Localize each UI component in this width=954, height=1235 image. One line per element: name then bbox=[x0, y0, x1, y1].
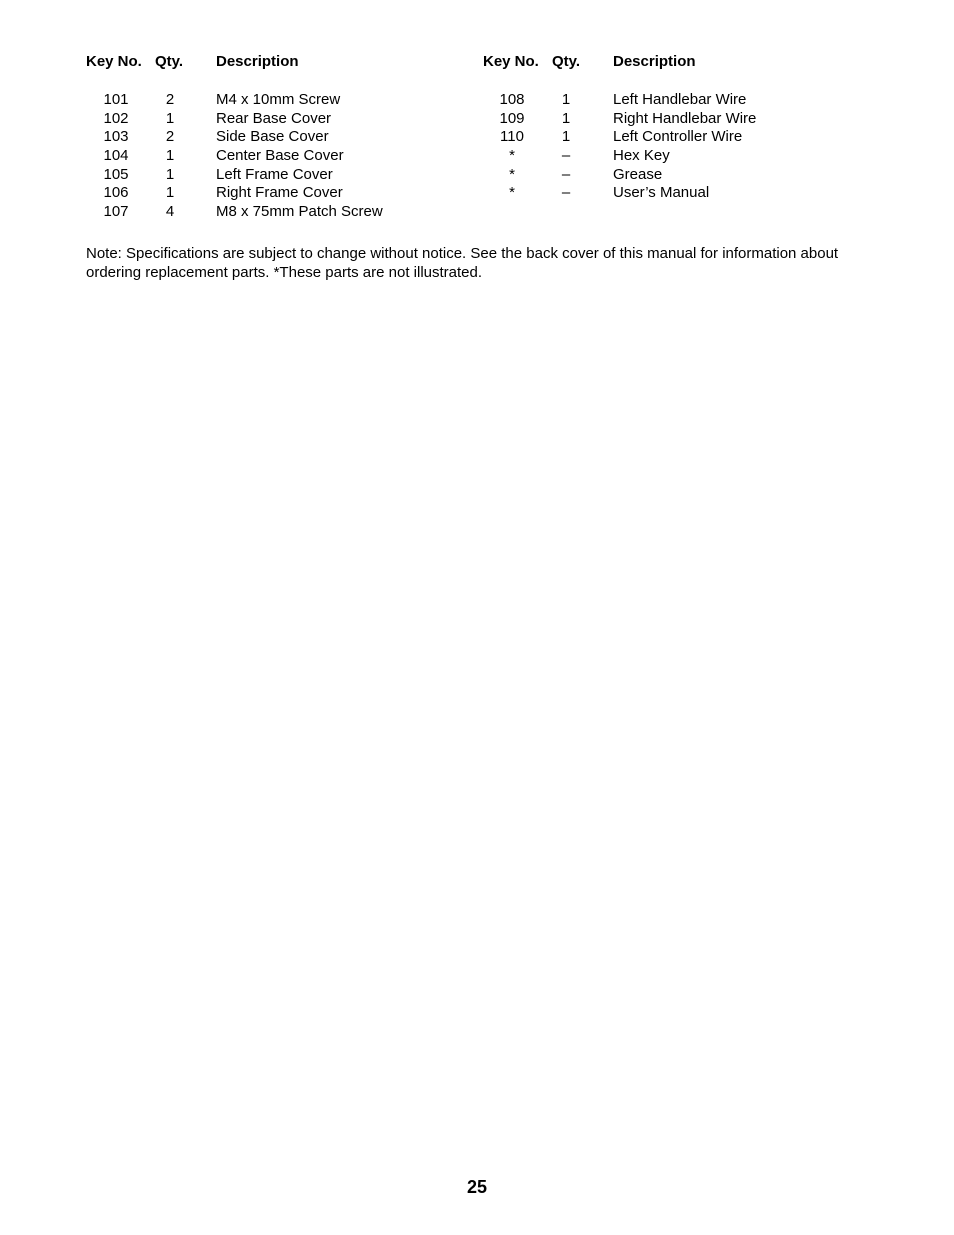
key-no-cell: 108 bbox=[499, 91, 525, 108]
key-no-cell: * bbox=[509, 184, 515, 201]
qty-cell: 1 bbox=[165, 184, 175, 201]
description-cell: Rear Base Cover bbox=[216, 110, 332, 127]
description-cell: Left Controller Wire bbox=[613, 128, 743, 145]
header-key-no: Key No. bbox=[483, 53, 539, 70]
key-no-cell: 105 bbox=[103, 166, 129, 183]
page-number: 25 bbox=[466, 1177, 488, 1197]
header-qty: Qty. bbox=[155, 53, 184, 70]
description-cell: M8 x 75mm Patch Screw bbox=[216, 203, 383, 220]
qty-cell: 1 bbox=[561, 128, 571, 145]
qty-cell: – bbox=[561, 166, 571, 183]
qty-cell: – bbox=[561, 184, 571, 201]
description-cell: Right Handlebar Wire bbox=[613, 110, 757, 127]
header-key-no: Key No. bbox=[86, 53, 142, 70]
qty-cell: 1 bbox=[561, 91, 571, 108]
key-no-cell: 104 bbox=[103, 147, 129, 164]
key-no-cell: 103 bbox=[103, 128, 129, 145]
description-cell: Side Base Cover bbox=[216, 128, 329, 145]
qty-cell: 1 bbox=[561, 110, 571, 127]
key-no-cell: 102 bbox=[103, 110, 129, 127]
key-no-cell: 106 bbox=[103, 184, 129, 201]
header-description: Description bbox=[216, 53, 299, 70]
specifications-note: Note: Specifications are subject to change without notice. See the back cover of this manual for information about ordering replacement parts. *These parts are not illustrated. bbox=[86, 245, 839, 281]
qty-cell: 2 bbox=[165, 91, 175, 108]
qty-cell: 1 bbox=[165, 110, 175, 127]
qty-cell: 4 bbox=[165, 203, 175, 220]
description-cell: Left Handlebar Wire bbox=[613, 91, 747, 108]
qty-cell: – bbox=[561, 147, 571, 164]
description-cell: User’s Manual bbox=[613, 184, 710, 201]
qty-cell: 1 bbox=[165, 147, 175, 164]
description-cell: Hex Key bbox=[613, 147, 670, 164]
description-cell: Right Frame Cover bbox=[216, 184, 343, 201]
key-no-cell: 110 bbox=[500, 128, 524, 145]
description-cell: Grease bbox=[613, 166, 663, 183]
header-qty: Qty. bbox=[552, 53, 581, 70]
description-cell: M4 x 10mm Screw bbox=[216, 91, 341, 108]
key-no-cell: * bbox=[509, 147, 515, 164]
key-no-cell: 101 bbox=[103, 91, 129, 108]
description-cell: Left Frame Cover bbox=[216, 166, 333, 183]
header-description: Description bbox=[613, 53, 696, 70]
qty-cell: 1 bbox=[165, 166, 175, 183]
key-no-cell: 107 bbox=[103, 203, 129, 220]
key-no-cell: 109 bbox=[499, 110, 525, 127]
key-no-cell: * bbox=[509, 166, 515, 183]
description-cell: Center Base Cover bbox=[216, 147, 344, 164]
qty-cell: 2 bbox=[165, 128, 175, 145]
